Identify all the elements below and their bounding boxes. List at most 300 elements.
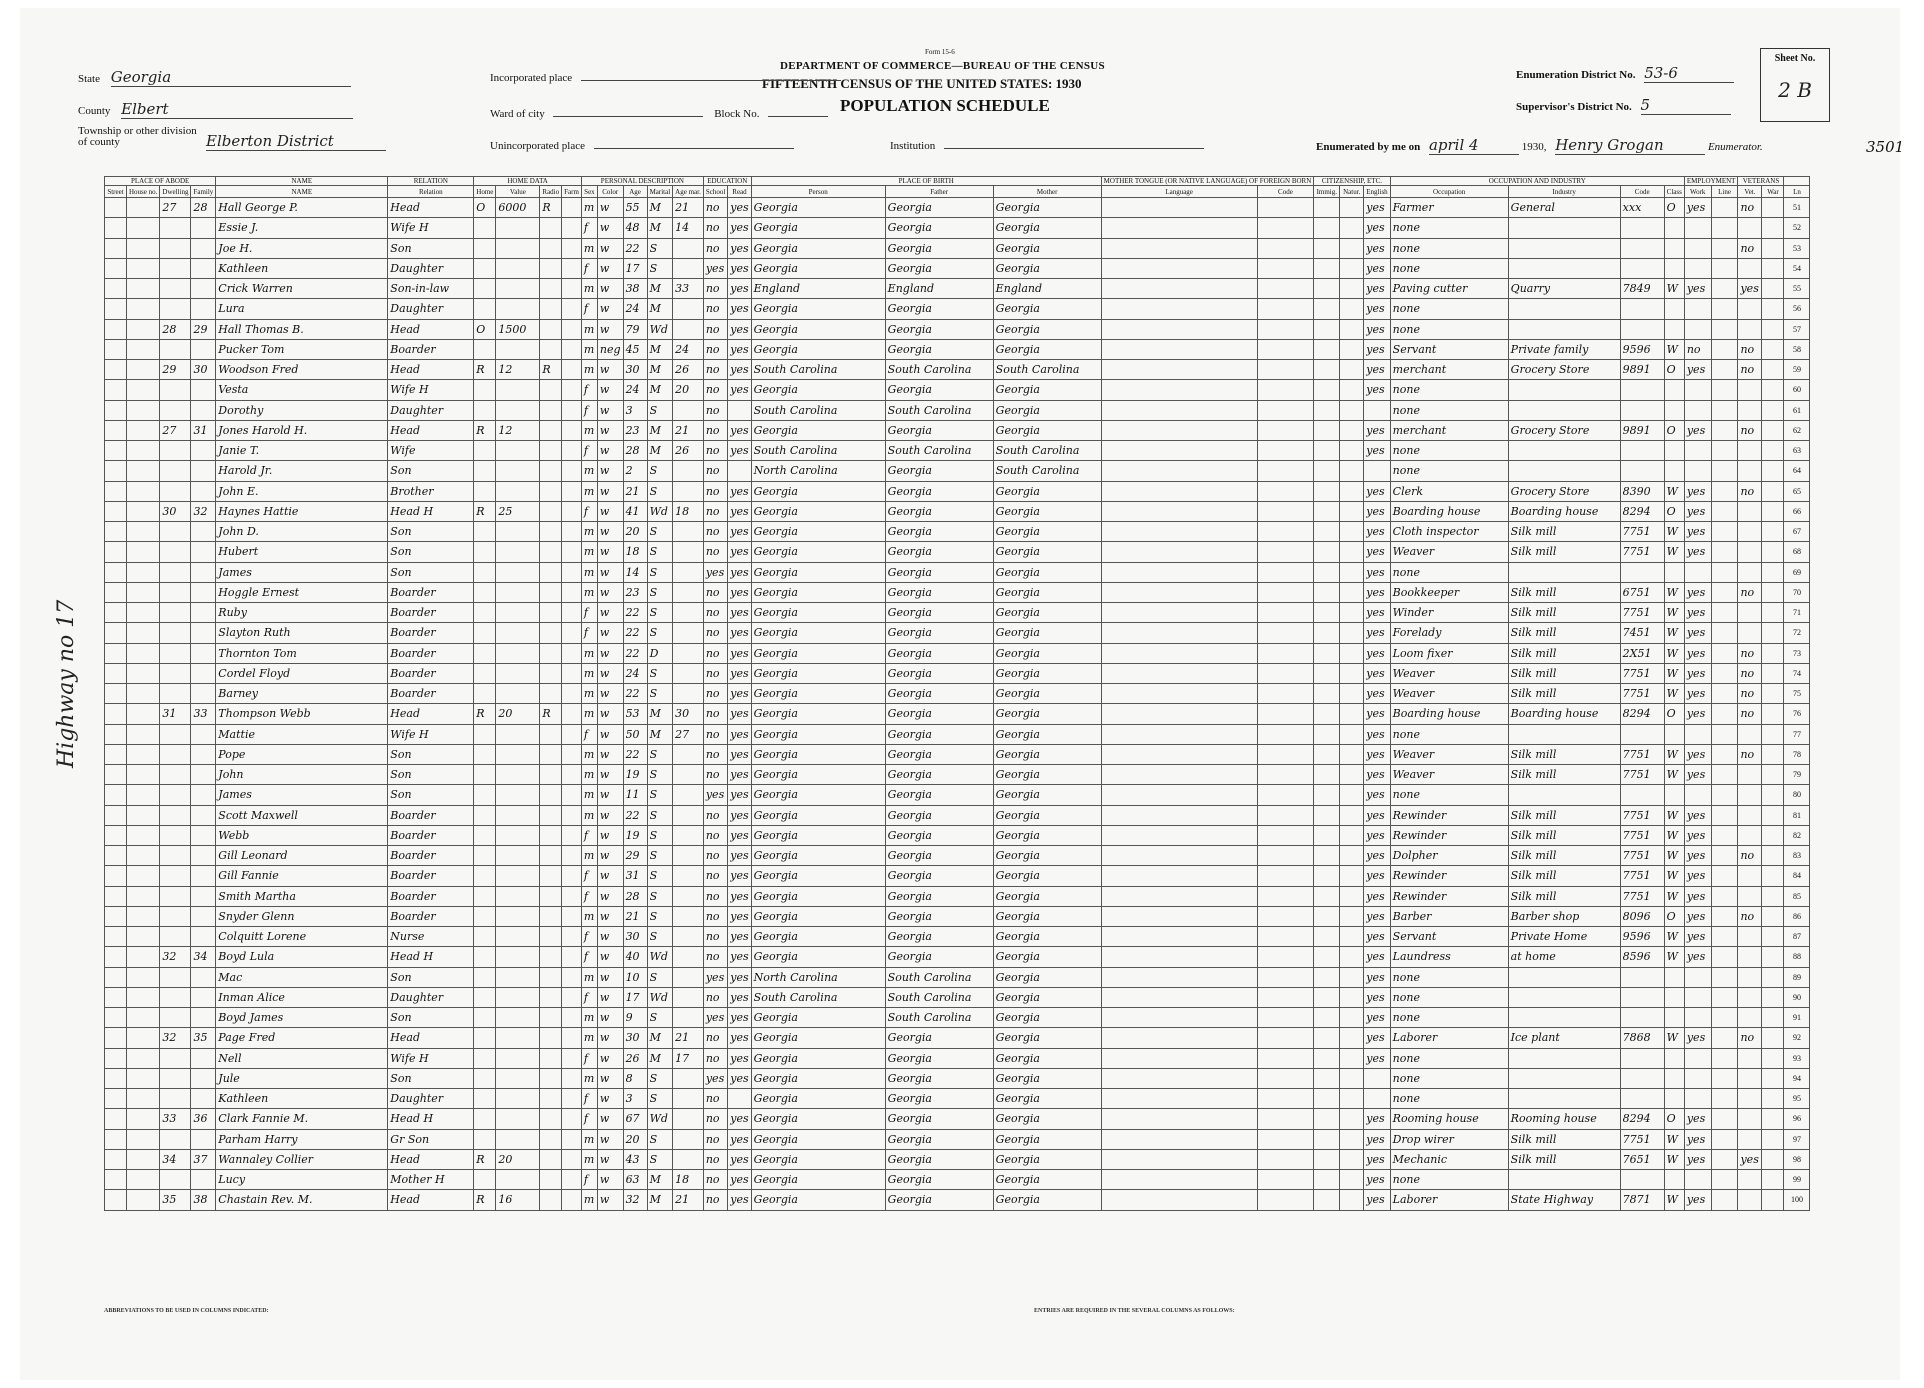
- cell-age: 22: [623, 238, 647, 258]
- cell-empty: [1340, 441, 1364, 461]
- cell-eng: yes: [1364, 420, 1390, 440]
- cell-emp: [1684, 218, 1711, 238]
- cell-line: 99: [1784, 1170, 1810, 1190]
- cell-eng: yes: [1364, 846, 1390, 866]
- cell-dw: [160, 1008, 191, 1028]
- cell-emp: yes: [1684, 846, 1711, 866]
- cell-name: Hubert: [216, 542, 388, 562]
- table-row: [105, 846, 1810, 866]
- cell-occ: none: [1390, 1089, 1508, 1109]
- cell-bp: Georgia: [751, 623, 885, 643]
- cell-dw: 34: [160, 1149, 191, 1169]
- cell-rel: Head: [388, 1028, 474, 1048]
- cell-sex: m: [581, 1190, 597, 1210]
- department-title: DEPARTMENT OF COMMERCE—BUREAU OF THE CENSUS: [780, 60, 1105, 72]
- cell-eng: yes: [1364, 1129, 1390, 1149]
- cell-ind: Silk mill: [1508, 765, 1620, 785]
- cell-rel: Wife H: [388, 1048, 474, 1068]
- cell-cls: [1664, 1008, 1684, 1028]
- cell-rd: yes: [728, 299, 751, 319]
- cell-sch: no: [703, 947, 727, 967]
- cell-empty: [562, 744, 582, 764]
- cell-age: 40: [623, 947, 647, 967]
- cell-bp: Georgia: [751, 724, 885, 744]
- cell-fbp: Georgia: [885, 319, 993, 339]
- cell-sch: no: [703, 582, 727, 602]
- cell-name: Snyder Glenn: [216, 906, 388, 926]
- cell-ind: Barber shop: [1508, 906, 1620, 926]
- cell-line: 100: [1784, 1190, 1810, 1210]
- table-row: [105, 927, 1810, 947]
- cell-empty: [127, 603, 160, 623]
- cell-dw: [160, 258, 191, 278]
- cell-occ: none: [1390, 1008, 1508, 1028]
- cell-radio: [540, 906, 562, 926]
- cell-empty: [1314, 704, 1340, 724]
- cell-vet: no: [1738, 360, 1762, 380]
- cell-empty: [1257, 724, 1314, 744]
- cell-empty: [1314, 461, 1340, 481]
- cell-col: w: [597, 582, 623, 602]
- cell-empty: [1101, 522, 1257, 542]
- cell-val: [496, 805, 540, 825]
- cell-cls: [1664, 218, 1684, 238]
- cell-empty: [1711, 1028, 1738, 1048]
- cell-val: 20: [496, 704, 540, 724]
- cell-line: 51: [1784, 198, 1810, 218]
- cell-empty: [562, 603, 582, 623]
- cell-empty: [1340, 279, 1364, 299]
- cell-empty: [1101, 319, 1257, 339]
- cell-empty: [562, 562, 582, 582]
- cell-cls: [1664, 1170, 1684, 1190]
- cell-ind: [1508, 724, 1620, 744]
- cell-val: [496, 1109, 540, 1129]
- cell-empty: [1711, 785, 1738, 805]
- cell-empty: [1340, 1170, 1364, 1190]
- cell-emp: yes: [1684, 501, 1711, 521]
- cell-val: [496, 684, 540, 704]
- column-header: Marital: [647, 186, 673, 198]
- county-label: County: [78, 105, 111, 117]
- cell-vet: [1738, 866, 1762, 886]
- cell-radio: [540, 1028, 562, 1048]
- cell-vet: no: [1738, 704, 1762, 724]
- cell-am: [673, 319, 704, 339]
- cell-am: [673, 542, 704, 562]
- cell-mbp: Georgia: [993, 542, 1101, 562]
- cell-empty: [1340, 1109, 1364, 1129]
- cell-radio: [540, 1129, 562, 1149]
- cell-empty: [1711, 258, 1738, 278]
- cell-emp: [1684, 785, 1711, 805]
- cell-bp: Georgia: [751, 643, 885, 663]
- cell-rel: Son: [388, 542, 474, 562]
- cell-empty: [105, 279, 127, 299]
- table-row: [105, 339, 1810, 359]
- cell-empty: [1101, 1028, 1257, 1048]
- cell-age: 17: [623, 987, 647, 1007]
- cell-cls: [1664, 258, 1684, 278]
- cell-code: 7751: [1620, 765, 1664, 785]
- cell-sch: no: [703, 663, 727, 683]
- cell-ind: Silk mill: [1508, 846, 1620, 866]
- cell-empty: [1314, 886, 1340, 906]
- cell-sch: no: [703, 1190, 727, 1210]
- cell-cls: [1664, 562, 1684, 582]
- cell-val: [496, 522, 540, 542]
- cell-dw: [160, 380, 191, 400]
- cell-bp: Georgia: [751, 562, 885, 582]
- cell-eng: yes: [1364, 765, 1390, 785]
- cell-sex: m: [581, 1149, 597, 1169]
- cell-mar: S: [647, 1068, 673, 1088]
- schedule-title: POPULATION SCHEDULE: [840, 96, 1050, 115]
- cell-rd: yes: [728, 1068, 751, 1088]
- cell-occ: Rewinder: [1390, 805, 1508, 825]
- cell-rel: Wife H: [388, 218, 474, 238]
- cell-code: [1620, 299, 1664, 319]
- cell-empty: [562, 522, 582, 542]
- cell-empty: [1762, 846, 1784, 866]
- cell-vet: [1738, 825, 1762, 845]
- cell-cls: W: [1664, 603, 1684, 623]
- cell-mar: M: [647, 1170, 673, 1190]
- cell-age: 26: [623, 1048, 647, 1068]
- cell-rd: yes: [728, 542, 751, 562]
- cell-dw: [160, 785, 191, 805]
- cell-vet: [1738, 319, 1762, 339]
- cell-empty: [1257, 1089, 1314, 1109]
- cell-line: 74: [1784, 663, 1810, 683]
- cell-occ: none: [1390, 238, 1508, 258]
- cell-code: 8294: [1620, 501, 1664, 521]
- cell-eng: yes: [1364, 785, 1390, 805]
- cell-empty: [1762, 461, 1784, 481]
- cell-cls: [1664, 461, 1684, 481]
- cell-col: w: [597, 724, 623, 744]
- cell-rd: yes: [728, 704, 751, 724]
- cell-empty: [105, 684, 127, 704]
- cell-empty: [1257, 947, 1314, 967]
- cell-empty: [1314, 1149, 1340, 1169]
- cell-val: [496, 380, 540, 400]
- cell-vet: yes: [1738, 1149, 1762, 1169]
- cell-rel: Daughter: [388, 1089, 474, 1109]
- cell-ind: [1508, 1048, 1620, 1068]
- cell-own: [474, 481, 496, 501]
- cell-rd: yes: [728, 279, 751, 299]
- cell-code: 7751: [1620, 603, 1664, 623]
- cell-bp: Georgia: [751, 947, 885, 967]
- cell-ind: [1508, 562, 1620, 582]
- cell-ind: [1508, 1170, 1620, 1190]
- cell-col: w: [597, 846, 623, 866]
- cell-empty: [1340, 603, 1364, 623]
- cell-fbp: Georgia: [885, 258, 993, 278]
- cell-own: [474, 744, 496, 764]
- cell-mar: Wd: [647, 987, 673, 1007]
- cell-empty: [105, 501, 127, 521]
- cell-vet: [1738, 522, 1762, 542]
- cell-sex: m: [581, 906, 597, 926]
- cell-rel: Head: [388, 704, 474, 724]
- cell-ind: [1508, 218, 1620, 238]
- cell-emp: yes: [1684, 1149, 1711, 1169]
- cell-rd: yes: [728, 967, 751, 987]
- cell-code: [1620, 1170, 1664, 1190]
- cell-own: [474, 906, 496, 926]
- cell-emp: yes: [1684, 927, 1711, 947]
- cell-mbp: Georgia: [993, 522, 1101, 542]
- cell-vet: [1738, 805, 1762, 825]
- cell-radio: [540, 805, 562, 825]
- cell-empty: [1711, 400, 1738, 420]
- cell-mar: S: [647, 1149, 673, 1169]
- cell-sch: no: [703, 906, 727, 926]
- cell-cls: W: [1664, 663, 1684, 683]
- cell-rd: yes: [728, 420, 751, 440]
- cell-mar: M: [647, 420, 673, 440]
- cell-empty: [1711, 279, 1738, 299]
- cell-empty: [1762, 279, 1784, 299]
- cell-sch: yes: [703, 258, 727, 278]
- cell-vet: no: [1738, 906, 1762, 926]
- cell-code: 7751: [1620, 542, 1664, 562]
- cell-empty: [1314, 339, 1340, 359]
- cell-name: Hall Thomas B.: [216, 319, 388, 339]
- cell-name: Hoggle Ernest: [216, 582, 388, 602]
- cell-bp: Georgia: [751, 198, 885, 218]
- cell-sch: no: [703, 1170, 727, 1190]
- cell-line: 53: [1784, 238, 1810, 258]
- cell-bp: Georgia: [751, 1129, 885, 1149]
- cell-empty: [1314, 1089, 1340, 1109]
- cell-empty: [562, 866, 582, 886]
- cell-vet: no: [1738, 198, 1762, 218]
- cell-empty: [1101, 501, 1257, 521]
- cell-fam: [191, 744, 216, 764]
- cell-empty: [1314, 299, 1340, 319]
- cell-empty: [562, 704, 582, 724]
- cell-rd: yes: [728, 522, 751, 542]
- cell-cls: [1664, 1068, 1684, 1088]
- cell-empty: [1257, 643, 1314, 663]
- cell-name: Jones Harold H.: [216, 420, 388, 440]
- cell-sch: no: [703, 623, 727, 643]
- cell-sex: m: [581, 198, 597, 218]
- cell-emp: yes: [1684, 603, 1711, 623]
- cell-col: w: [597, 218, 623, 238]
- cell-ind: Private family: [1508, 339, 1620, 359]
- cell-empty: [562, 785, 582, 805]
- cell-empty: [105, 339, 127, 359]
- cell-rel: Head: [388, 360, 474, 380]
- cell-radio: [540, 1149, 562, 1169]
- cell-vet: yes: [1738, 279, 1762, 299]
- cell-emp: yes: [1684, 542, 1711, 562]
- cell-emp: yes: [1684, 906, 1711, 926]
- cell-empty: [1762, 501, 1784, 521]
- cell-empty: [562, 825, 582, 845]
- cell-dw: [160, 987, 191, 1007]
- cell-age: 17: [623, 258, 647, 278]
- cell-radio: [540, 299, 562, 319]
- cell-code: 7751: [1620, 846, 1664, 866]
- cell-empty: [1711, 704, 1738, 724]
- cell-occ: none: [1390, 785, 1508, 805]
- cell-code: [1620, 218, 1664, 238]
- cell-rel: Mother H: [388, 1170, 474, 1190]
- cell-occ: none: [1390, 380, 1508, 400]
- cell-rd: yes: [728, 684, 751, 704]
- cell-fam: [191, 987, 216, 1007]
- cell-rel: Wife: [388, 441, 474, 461]
- cell-am: 27: [673, 724, 704, 744]
- cell-empty: [562, 724, 582, 744]
- table-row: [105, 603, 1810, 623]
- cell-radio: [540, 663, 562, 683]
- cell-eng: yes: [1364, 360, 1390, 380]
- cell-am: [673, 744, 704, 764]
- column-header: Age: [623, 186, 647, 198]
- cell-fam: [191, 461, 216, 481]
- cell-cls: W: [1664, 623, 1684, 643]
- cell-fam: 36: [191, 1109, 216, 1129]
- cell-cls: [1664, 380, 1684, 400]
- cell-radio: [540, 987, 562, 1007]
- cell-empty: [1314, 906, 1340, 926]
- cell-sex: f: [581, 400, 597, 420]
- cell-fam: [191, 1129, 216, 1149]
- cell-empty: [1314, 562, 1340, 582]
- cell-dw: [160, 663, 191, 683]
- cell-own: O: [474, 319, 496, 339]
- cell-val: [496, 562, 540, 582]
- cell-empty: [1257, 380, 1314, 400]
- cell-empty: [1762, 704, 1784, 724]
- cell-empty: [1340, 360, 1364, 380]
- cell-vet: [1738, 542, 1762, 562]
- cell-val: 20: [496, 1149, 540, 1169]
- cell-empty: [105, 603, 127, 623]
- cell-name: Joe H.: [216, 238, 388, 258]
- group-citizenship: CITIZENSHIP, ETC.: [1314, 177, 1390, 186]
- cell-fbp: Georgia: [885, 1109, 993, 1129]
- cell-sch: no: [703, 198, 727, 218]
- cell-mbp: Georgia: [993, 684, 1101, 704]
- cell-emp: [1684, 238, 1711, 258]
- cell-radio: [540, 765, 562, 785]
- cell-radio: [540, 582, 562, 602]
- cell-radio: [540, 866, 562, 886]
- cell-cls: W: [1664, 279, 1684, 299]
- cell-bp: Georgia: [751, 420, 885, 440]
- cell-empty: [1340, 906, 1364, 926]
- cell-occ: Laborer: [1390, 1028, 1508, 1048]
- cell-vet: [1738, 947, 1762, 967]
- cell-empty: [127, 846, 160, 866]
- cell-fam: [191, 542, 216, 562]
- cell-mar: S: [647, 927, 673, 947]
- cell-empty: [127, 400, 160, 420]
- cell-dw: 27: [160, 420, 191, 440]
- cell-empty: [1314, 967, 1340, 987]
- side-note: Highway no 17: [54, 599, 79, 768]
- cell-rd: yes: [728, 218, 751, 238]
- cell-empty: [127, 1129, 160, 1149]
- cell-vet: no: [1738, 420, 1762, 440]
- cell-line: 75: [1784, 684, 1810, 704]
- cell-empty: [1340, 846, 1364, 866]
- cell-age: 30: [623, 360, 647, 380]
- cell-occ: Laundress: [1390, 947, 1508, 967]
- cell-rd: yes: [728, 643, 751, 663]
- cell-empty: [562, 299, 582, 319]
- cell-empty: [1340, 522, 1364, 542]
- cell-radio: [540, 603, 562, 623]
- cell-empty: [1762, 1109, 1784, 1129]
- cell-line: 70: [1784, 582, 1810, 602]
- cell-mbp: Georgia: [993, 319, 1101, 339]
- cell-empty: [1762, 906, 1784, 926]
- cell-empty: [1762, 400, 1784, 420]
- cell-occ: none: [1390, 1170, 1508, 1190]
- cell-age: 8: [623, 1068, 647, 1088]
- cell-am: [673, 1109, 704, 1129]
- cell-am: 21: [673, 198, 704, 218]
- cell-fam: [191, 1008, 216, 1028]
- cell-eng: yes: [1364, 238, 1390, 258]
- cell-emp: yes: [1684, 765, 1711, 785]
- cell-empty: [1314, 947, 1340, 967]
- cell-col: w: [597, 522, 623, 542]
- cell-age: 31: [623, 866, 647, 886]
- cell-eng: yes: [1364, 1149, 1390, 1169]
- cell-sex: m: [581, 522, 597, 542]
- cell-empty: [1711, 1129, 1738, 1149]
- cell-empty: [1314, 258, 1340, 278]
- cell-mar: S: [647, 1008, 673, 1028]
- township-label: Township or other division of county: [78, 125, 197, 148]
- cell-occ: Rewinder: [1390, 886, 1508, 906]
- cell-line: 63: [1784, 441, 1810, 461]
- cell-col: w: [597, 785, 623, 805]
- cell-empty: [1257, 1129, 1314, 1149]
- cell-vet: [1738, 258, 1762, 278]
- cell-occ: none: [1390, 319, 1508, 339]
- cell-occ: Weaver: [1390, 744, 1508, 764]
- cell-empty: [1340, 987, 1364, 1007]
- cell-vet: no: [1738, 582, 1762, 602]
- table-row: [105, 1149, 1810, 1169]
- cell-col: w: [597, 643, 623, 663]
- cell-mar: S: [647, 825, 673, 845]
- cell-empty: [105, 987, 127, 1007]
- cell-cls: W: [1664, 886, 1684, 906]
- cell-code: [1620, 319, 1664, 339]
- cell-empty: [562, 1068, 582, 1088]
- cell-radio: [540, 1190, 562, 1210]
- cell-col: w: [597, 825, 623, 845]
- cell-rel: Boarder: [388, 663, 474, 683]
- cell-radio: [540, 218, 562, 238]
- cell-col: w: [597, 400, 623, 420]
- cell-line: 56: [1784, 299, 1810, 319]
- cell-radio: [540, 947, 562, 967]
- table-row: [105, 1089, 1810, 1109]
- cell-bp: North Carolina: [751, 461, 885, 481]
